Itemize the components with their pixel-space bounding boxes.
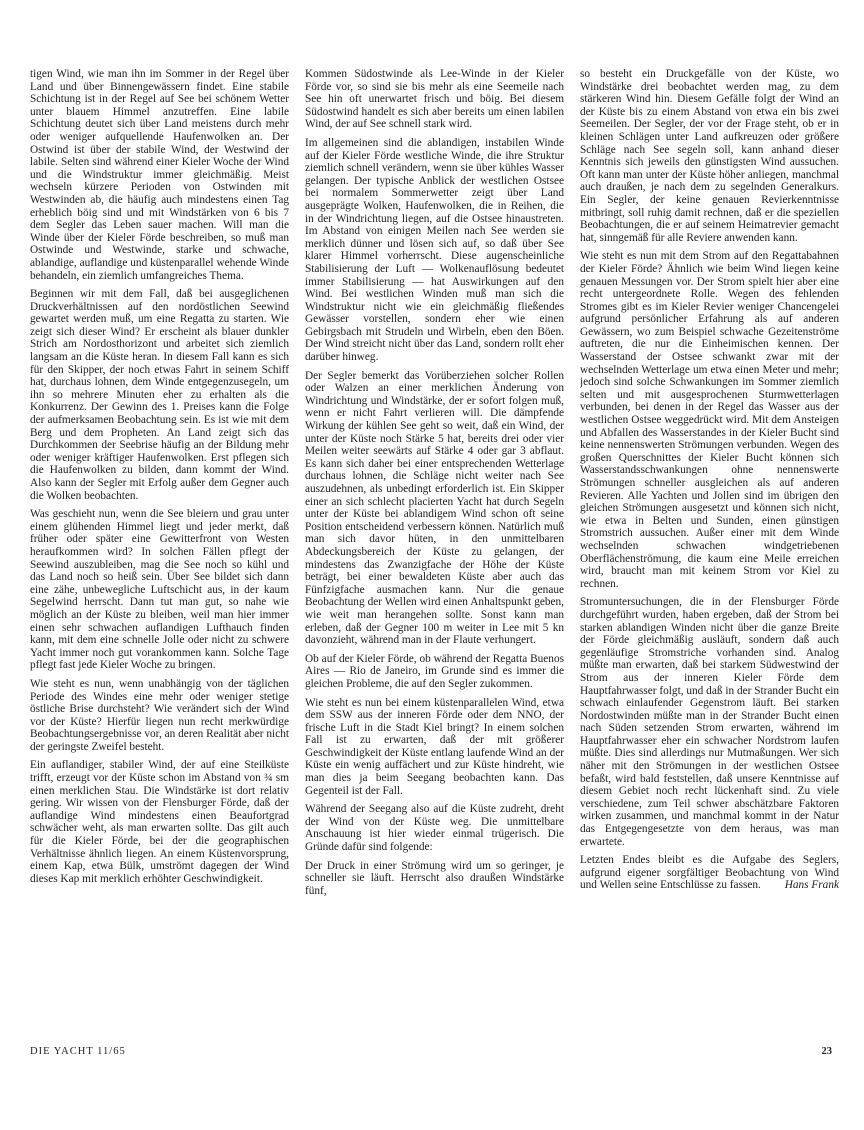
paragraph: Wie steht es nun bei einem küstenparallelen Wind, etwa dem SSW aus der inneren Förde oder dem NNO, der frische Luft in die Stadt Kiel bringt? In einem solchen Fall ist zu erwarten, daß der mit größerer Geschwindigkeit der Küste entlang laufende Wind an der Küste ein wenig auffächert und zur Küste hindreht, wie man dies ja beim Seegang beobachten kann. Das Gegenteil ist der Fall. xyxy=(305,696,564,797)
paragraph: so besteht ein Druckgefälle von der Küste, wo Windstärke drei beobachtet werden mag, zu dem stärkeren Wind hin. Diesem Gefälle folgt der Wind an der Küste bis zu einem Abstand von etwa ein bis zwei Seemeilen. Der Segler, der vor der Frage steht, ob er in kleinen Schlägen unter Land aufkreuzen oder größere Schläge nach See segeln soll, kann anhand dieser Kenntnis sich jeweils den günstigsten Wind aussuchen. Oft kann man unter der Küste höher anliegen, manchmal auch draußen, je nach dem zu segelnden Generalkurs. Ein Segler, der keine genauen Revierkenntnisse mitbringt, soll ruhig damit rechnen, daß er die speziellen Beobachtungen, die er auf seinem Heimatrevier gemacht hat, sinngemäß für alle Reviere anwenden kann. xyxy=(580,68,839,244)
paragraph: tigen Wind, wie man ihn im Sommer in der Regel über Land und über Binnengewässern findet. Eine stabile Schichtung ist in der Regel auf See bei schönem Wetter unter blauem Himmel anzutreffen. Eine labile Schichtung deutet sich über Land meistens durch mehr oder weniger aufquellende Haufenwolken an. Der Ostwind ist über der stabile Wind, der Westwind der labile. Selten sind während einer Kieler Woche der Wind und die Windstruktur immer gleichmäßig. Meist wechseln kürzere Perioden von Ostwinden mit Westwinden ab, die häufig auch mindestens einen Tag erheblich böig sind und mit Windstärken von 6 bis 7 dem Segler das Leben sauer machen. Will man die Winde über der Kieler Förde beschreiben, so muß man Ostwinde und Westwinde, starke und schwache, ablandige, auflandige und küstenparallel wehende Winde behandeln, ein ziemlich umfangreiches Thema. xyxy=(30,68,289,282)
paragraph: Ein auflandiger, stabiler Wind, der auf eine Steilküste trifft, erzeugt vor der Küste schon im Abstand von ¾ sm einen merklichen Stau. Die Windstärke ist dort relativ gering. Wir wissen von der Flensburger Förde, daß der auflandige Wind mindestens einen Beaufortgrad schwächer weht, als man erwarten sollte. Das gilt auch für die Kieler Förde, bei der die geographischen Verhältnisse ähnlich liegen. An einem Küstenvorsprung, einem Kap, etwa Bülk, umströmt dagegen der Wind dieses Kap mit merklich erhöhter Geschwindigkeit. xyxy=(30,759,289,885)
paragraph: Beginnen wir mit dem Fall, daß bei ausgeglichenen Druckverhältnissen auf den nordöstlichen Seewind gewartet werden muß, um eine Regatta zu starten. Wie zeigt sich dieser Wind? Er erscheint als blauer dunkler Strich am Nordosthorizont und arbeitet sich ziemlich langsam an die Küste heran. In diesem Fall kann es sich für den Skipper, der noch etwas Fahrt in seinem Schiff hat, durchaus lohnen, dem Winde entgegenzusegeln, um ihn so mehrere Minuten eher zu erhalten als die Konkurrenz. Der Gewinn des 1. Preises kann die Folge der aufmerksamen Beobachtung sein. Es ist wie mit dem Berg und dem Propheten. An Land zeigt sich das Durchkommen der Seebrise häufig an der Bildung mehr oder weniger kräftiger Haufenwolken. Erst pflegen sich die Haufenwolken zu bilden, dann kommt der Wind. Also kann der Segler mit Erfolg außer dem Gegner auch die Wolken beobachten. xyxy=(30,288,289,502)
paragraph: Was geschieht nun, wenn die See bleiern und grau unter einem glühenden Himmel liegt und jeder merkt, daß früher oder später eine Gewitterfront von Westen heraufkommen wird? In solchen Fällen pflegt der Seewind auszubleiben, mag die See noch so kühl und das Land noch so heiß sein. Über See bildet sich dann eine zähe, unbewegliche Luftschicht aus, in der kaum Segelwind herrscht. Dann tut man gut, so nahe wie möglich an der Küste zu bleiben, weil man hier immer einen sehr schwachen auflandigen Lufthauch finden kann, mit dem eine schnelle Jolle oder nicht zu schwere Yacht immer noch gut vorankommen kann. Solche Tage pflegt fast jede Kieler Woche zu bringen. xyxy=(30,508,289,672)
column-2 xyxy=(305,68,564,1043)
paragraph: Während der Seegang also auf die Küste zudreht, dreht der Wind von der Küste weg. Die unmittelbare Anschauung ist hier wieder einmal trügerisch. Die Gründe dafür sind folgende: xyxy=(305,803,564,854)
paragraph: Stromuntersuchungen, die in der Flensburger Förde durchgeführt wurden, haben ergeben, daß der Strom bei starken ablandigen Winden nicht über die ganze Breite der Förde gleichmäßig ausläuft, sondern daß auch gegenläufige Stromstriche vorhanden sind. Analog müßte man erwarten, daß bei starkem Südwestwind der Strom aus der inneren Kieler Förde dem Hauptfahrwasser folgt, und daß in der Strander Bucht ein schwach einlaufender Gegenstrom läuft. Bei starken Nordostwinden müßte man in der Strander Bucht einen nach Süden setzenden Strom erwarten, während im Hauptfahrwasser eher ein schwacher Nordstrom laufen müßte. Dies sind allerdings nur Mutmaßungen. Wer sich näher mit den Strömungen in der westlichen Ostsee befaßt, wird bald feststellen, daß unsere Kenntnisse auf diesem Gebiet noch recht lückenhaft sind. Zu viele verschiedene, zum Teil schwer abschätzbare Faktoren wirken zusammen, und manchmal kommt in der Natur das Entgegengesetzte von dem heraus, was man erwartete. xyxy=(580,596,839,848)
paragraph: Ob auf der Kieler Förde, ob während der Regatta Buenos Aires — Rio de Janeiro, im Grunde sind es immer die gleichen Probleme, die auf den Segler zukommen. xyxy=(305,652,564,690)
author-signature: Hans Frank xyxy=(784,879,839,892)
column-3 xyxy=(580,68,839,1043)
paragraph: Wie steht es nun mit dem Strom auf den Regattabahnen der Kieler Förde? Ähnlich wie beim Wind liegen keine genauen Messungen vor. Der Strom spielt hier aber eine recht untergeordnete Rolle. Wegen des fehlenden Stromes gibt es im Kieler Revier weniger Chancengelei aufgrund persönlicher Erfahrung als auf anderen Gewässern, wo zum Beispiel schwache Gezeitenströme auftreten, die nur die Einheimischen kennen. Der Wasserstand der Ostsee schwankt zwar mit der wechselnden Wetterlage um etwa einen Meter und mehr; jedoch sind solche Schwankungen im Sommer ziemlich selten und mit ausgesprochenen Sturmwetterlagen verbunden, bei denen in der Regel das Wasser aus der westlichen Ostsee weggedrückt wird. Mit dem Ansteigen und Abfallen des Wasserstandes in der Kieler Bucht sind keine nennenswerten Strömungen verbunden. Wegen des großen Querschnittes der Kieler Bucht können sich Wasserstandsschwankungen ohne nennenswerte Strömungen schneller ausgleichen als auf anderen Revieren. Alle Yachten und Jollen sind im übrigen den gleichen Strömungen ausgesetzt und können sich nicht, wie etwa in Belten und Sunden, einen günstigen Stromstrich aussuchen. Außer einer mit dem Winde wechselnden schwachen windgetriebenen Oberflächenströmung, die kaum eine Meile erreichen wird, braucht man mit keinem Strom vor Kiel zu rechnen. xyxy=(580,250,839,590)
paragraph-final-text: Letzten Endes bleibt es die Aufgabe des Seglers, aufgrund eigener sorgfältiger Beobachtung von Wind und Wellen seine Entschlüsse zu fassen. xyxy=(580,854,839,892)
page-number: 23 xyxy=(821,1046,832,1057)
text-columns xyxy=(30,68,840,1043)
magazine-page xyxy=(30,68,840,1098)
magazine-issue: DIE YACHT 11/65 xyxy=(30,1046,126,1057)
paragraph: Wie steht es nun, wenn unabhängig von der täglichen Periode des Windes eine mehr oder weniger stetige östliche Brise durchsteht? Wie verändert sich der Wind vor der Küste? Hierfür liegen nun recht merkwürdige Beobachtungsergebnisse vor, an deren Realität aber nicht der geringste Zweifel besteht. xyxy=(30,677,289,753)
column-1 xyxy=(30,68,289,1043)
paragraph: Im allgemeinen sind die ablandigen, instabilen Winde auf der Kieler Förde westliche Winde, die ihre Struktur ziemlich schnell verändern, wenn sie über kühles Wasser gelangen. Der typische Anblick der westlichen Ostsee bei normalem Sommerwetter zeigt über Land ausgeprägte Wolken, Haufenwolken, die in Reihen, die in der Windrichtung liegen, auf die Ostsee hinaustreten. Im Abstand von einigen Meilen nach See werden sie merklich dünner und lösen sich auf, so daß über See klarer Himmel vorherrscht. Diese augenscheinliche Stabilisierung der Luft — Wolkenauflösung bedeutet immer Stabilisierung — hat Auswirkungen auf den Wind. Bei westlichen Winden muß man sich die Windstruktur nicht wie ein gleichmäßig fließendes Gewässer vorstellen, sondern eher wie einen Gebirgsbach mit Strudeln und Wirbeln, eben den Böen. Der Wind streicht nicht über das Land, sondern rollt eher darüber hinweg. xyxy=(305,136,564,364)
paragraph-final xyxy=(580,854,839,892)
paragraph: Der Segler bemerkt das Vorüberziehen solcher Rollen oder Walzen an einer merklichen Änderung von Windrichtung und Windstärke, der er sofort folgen muß, wenn er nicht Fahrt verlieren will. Die dämpfende Wirkung der kühlen See geht so weit, daß ein Wind, der unter der Küste noch Stärke 5 hat, bereits drei oder vier Meilen weiter seewärts auf Stärke 4 oder gar 3 abflaut. Es kann sich daher bei einer entsprechenden Wetterlage durchaus lohnen, die Schläge nicht weiter nach See auszudehnen, als unbedingt erforderlich ist. Ein Skipper einer an sich schlecht placierten Yacht hat durch Segeln unter der Küste bei ablandigem Wind schon oft seine Position entscheidend verbessern können. Natürlich muß man sich davor hüten, in den unmittelbaren Abdeckungsbereich der Küste zu gelangen, der mindestens das Zwanzigfache der Höhe der Küste beträgt, bei einer bewaldeten Küste aber auch das Fünfzigfache ausmachen kann. Nur die genaue Beobachtung der Wellen wird einen Anhaltspunkt geben, wie weit man herangehen sollte. Sonst kann man erleben, daß der Gegner 100 m weiter in Lee mit 5 kn davonzieht, während man in der Flaute verhungert. xyxy=(305,369,564,647)
paragraph: Der Druck in einer Strömung wird um so geringer, je schneller sie läuft. Herrscht also draußen Windstärke fünf, xyxy=(305,859,564,897)
paragraph: Kommen Südostwinde als Lee-Winde in der Kieler Förde vor, so sind sie bis mehr als eine Seemeile nach See hin oft unerwartet frisch und böig. Bei diesem Südostwind handelt es sich aber bereits um einen labilen Wind, der auf See schnell stark wird. xyxy=(305,68,564,131)
